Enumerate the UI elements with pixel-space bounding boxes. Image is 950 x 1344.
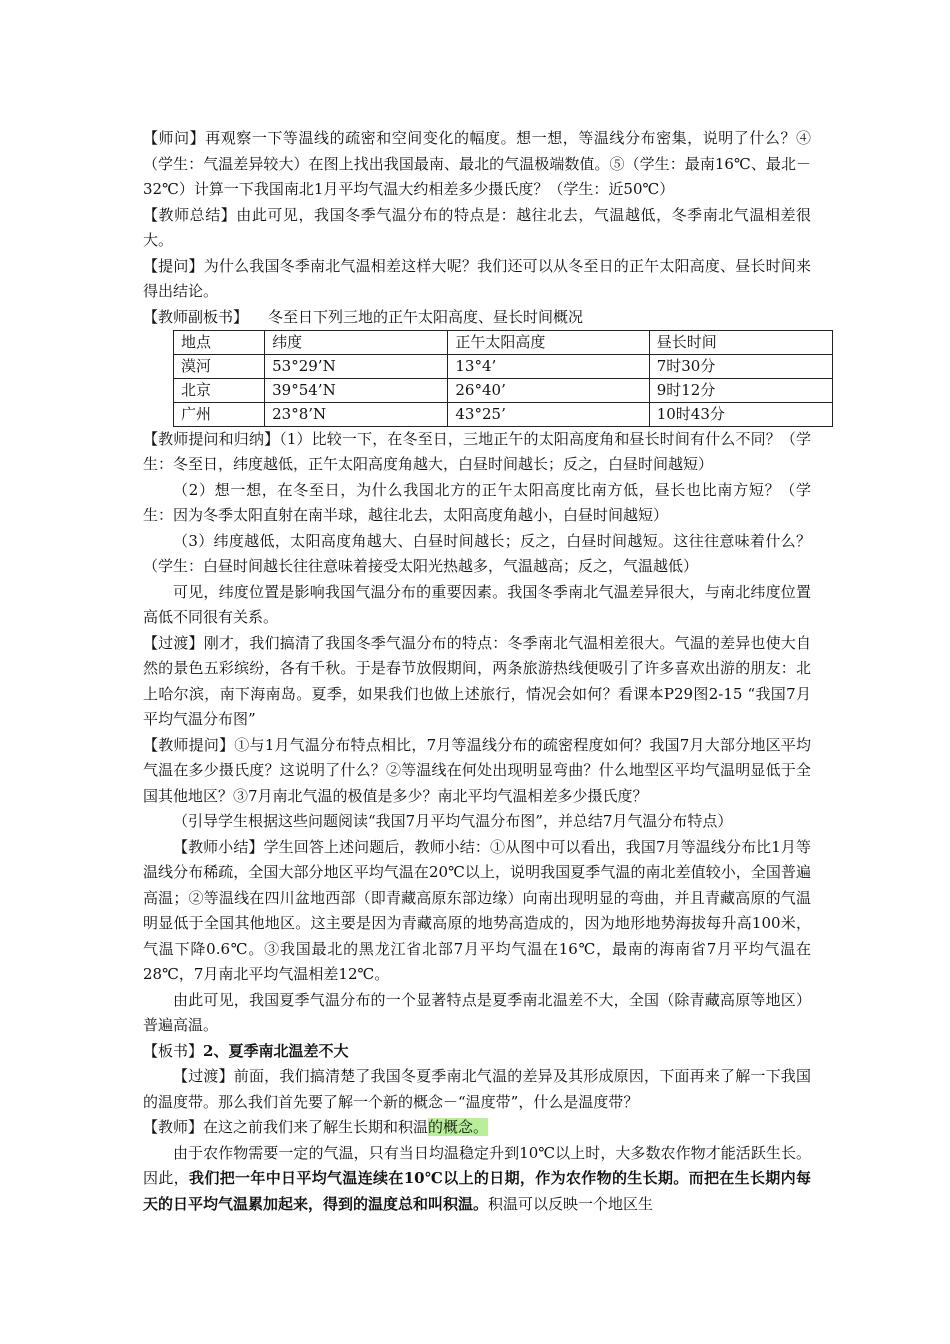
table-cell: 10时43分 [649, 402, 832, 426]
table-heading [143, 305, 811, 330]
table-cell: 9时12分 [649, 378, 832, 402]
table-label: 【教师副板书】 [143, 307, 249, 326]
growing-period-tail: 积温可以反映一个地区生 [488, 1194, 654, 1213]
highlighted-text: 的概念。 [428, 1118, 489, 1136]
board-label: 【板书】 [143, 1041, 204, 1060]
table-row [174, 402, 833, 426]
board-title: 2、夏季南北温差不大 [203, 1041, 349, 1060]
table-header-row [174, 330, 833, 354]
paragraph-summer-conclusion: 由此可见，我国夏季气温分布的一个显著特点是夏季南北温差不大，全国（除青藏高原等地区）普遍高温。 [143, 990, 811, 1034]
paragraph-teacher-induction: 【教师提问和归纳】（1）比较一下，在冬至日，三地正午的太阳高度角和昼长时间有什么不同？（学生：冬至日，纬度越低，正午太阳高度角越大，白昼时间越长；反之，白昼时间越短） [143, 429, 811, 473]
teacher-intro-text: 【教师】在这之前我们来了解生长期和积温 [143, 1118, 429, 1136]
paragraph-item-3: （3）纬度越低，太阳高度角越大、白昼时间越长；反之，白昼时间越短。这往往意味着什么？（学生：白昼时间越长往往意味着接受太阳光热越多，气温越高；反之，气温越低） [143, 531, 811, 575]
paragraph-growing-period [143, 1141, 811, 1218]
paragraph-conclusion: 可见，纬度位置是影响我国气温分布的重要因素。我国冬季南北气温差异很大，与南北纬度位置高低不同很有关系。 [143, 582, 811, 626]
paragraph-teacher-intro [143, 1115, 811, 1141]
table-row [174, 354, 833, 378]
table-cell: 广州 [174, 402, 265, 426]
table-cell: 23°8’N [265, 402, 448, 426]
table-header-cell: 正午太阳高度 [448, 330, 649, 354]
solstice-table [173, 330, 833, 427]
table-cell: 53°29’N [265, 354, 448, 378]
document-body [143, 126, 811, 1217]
table-header-cell: 昼长时间 [649, 330, 832, 354]
table-cell: 7时30分 [649, 354, 832, 378]
paragraph-teacher-brief-summary: 【教师小结】学生回答上述问题后，教师小结：①从图中可以看出，我国7月等温线分布比1月等温线分布稀疏，全国大部分地区平均气温在20℃以上，说明我国夏季气温的南北差值较小，全国普遍高温；②等温线在四川盆地西部（即青藏高原东部边缘）向南出现明显的弯曲，并且青藏高原的气温明显低于全国其他地区。这主要是因为青藏高原的地势高造成的，因为地形地势海拔每升高100米，气温下降0.6℃。③我国最北的黑龙江省北部7月平均气温在16℃，最南的海南省7月平均气温在28℃，7月南北平均气温相差12℃。 [143, 837, 811, 983]
table-cell: 43°25’ [448, 402, 649, 426]
table-header-cell: 地点 [174, 330, 265, 354]
paragraph-board-note [143, 1039, 811, 1065]
paragraph-guidance: （引导学生根据这些问题阅读“我国7月平均气温分布图”，并总结7月气温分布特点） [173, 812, 733, 830]
growing-period-definition: 我们把一年中日平均气温连续在10℃以上的日期，作为农作物的生长期。而把在生长期内每天的日平均气温累加起来，得到的温度总和叫积温。 [143, 1169, 811, 1213]
paragraph-transition: 【过渡】刚才，我们搞清了我国冬季气温分布的特点：冬季南北气温相差很大。气温的差异也使大自然的景色五彩缤纷，各有千秋。于是春节放假期间，两条旅游热线便吸引了许多喜欢出游的朋友：北上哈尔滨，南下海南岛。夏季，如果我们也做上述旅行，情况会如何？看课本P29图2-15 “我国7月平均气温分布图” [143, 633, 811, 728]
table-row [174, 378, 833, 402]
growing-period-intro: 由于农作物需要一定的气温，只有当日均温稳定升到10℃以上时，大多数农作物才能活跃生长。因此， [143, 1143, 811, 1187]
table-caption: 冬至日下列三地的正午太阳高度、昼长时间概况 [268, 307, 584, 326]
table-header-cell: 纬度 [265, 330, 448, 354]
table-cell: 13°4’ [448, 354, 649, 378]
paragraph-item-2: （2）想一想，在冬至日，为什么我国北方的正午太阳高度比南方低，昼长也比南方短？（学生：因为冬季太阳直射在南半球，越往北去，太阳高度角越小，白昼时间越短） [143, 480, 811, 524]
paragraph-transition-2: 【过渡】前面，我们搞清楚了我国冬夏季南北气温的差异及其形成原因，下面再来了解一下我国的温度带。那么我们首先要了解一个新的概念－“温度带”，什么是温度带？ [143, 1067, 811, 1111]
table-cell: 26°40’ [448, 378, 649, 402]
table-cell: 39°54’N [265, 378, 448, 402]
paragraph-teacher-questions: 【教师提问】①与1月气温分布特点相比，7月等温线分布的疏密程度如何？我国7月大部分地区平均气温在多少摄氏度？这说明了什么？②等温线在何处出现明显弯曲？什么地型区平均气温明显低于全国其他地区？③7月南北气温的极值是多少？南北平均气温相差多少摄氏度？ [143, 735, 811, 805]
paragraph-question: 【提问】为什么我国冬季南北气温相差这样大呢？我们还可以从冬至日的正午太阳高度、昼长时间来得出结论。 [143, 256, 811, 300]
paragraph-teacher-question: 【师问】再观察一下等温线的疏密和空间变化的幅度。想一想，等温线分布密集，说明了什么？④（学生：气温差异较大）在图上找出我国最南、最北的气温极端数值。⑤（学生：最南16℃、最北－32℃）计算一下我国南北1月平均气温大约相差多少摄氏度？（学生：近50℃） [143, 129, 811, 198]
table-cell: 漠河 [174, 354, 265, 378]
paragraph-teacher-summary: 【教师总结】由此可见，我国冬季气温分布的特点是：越往北去，气温越低，冬季南北气温相差很大。 [143, 205, 811, 249]
table-cell: 北京 [174, 378, 265, 402]
